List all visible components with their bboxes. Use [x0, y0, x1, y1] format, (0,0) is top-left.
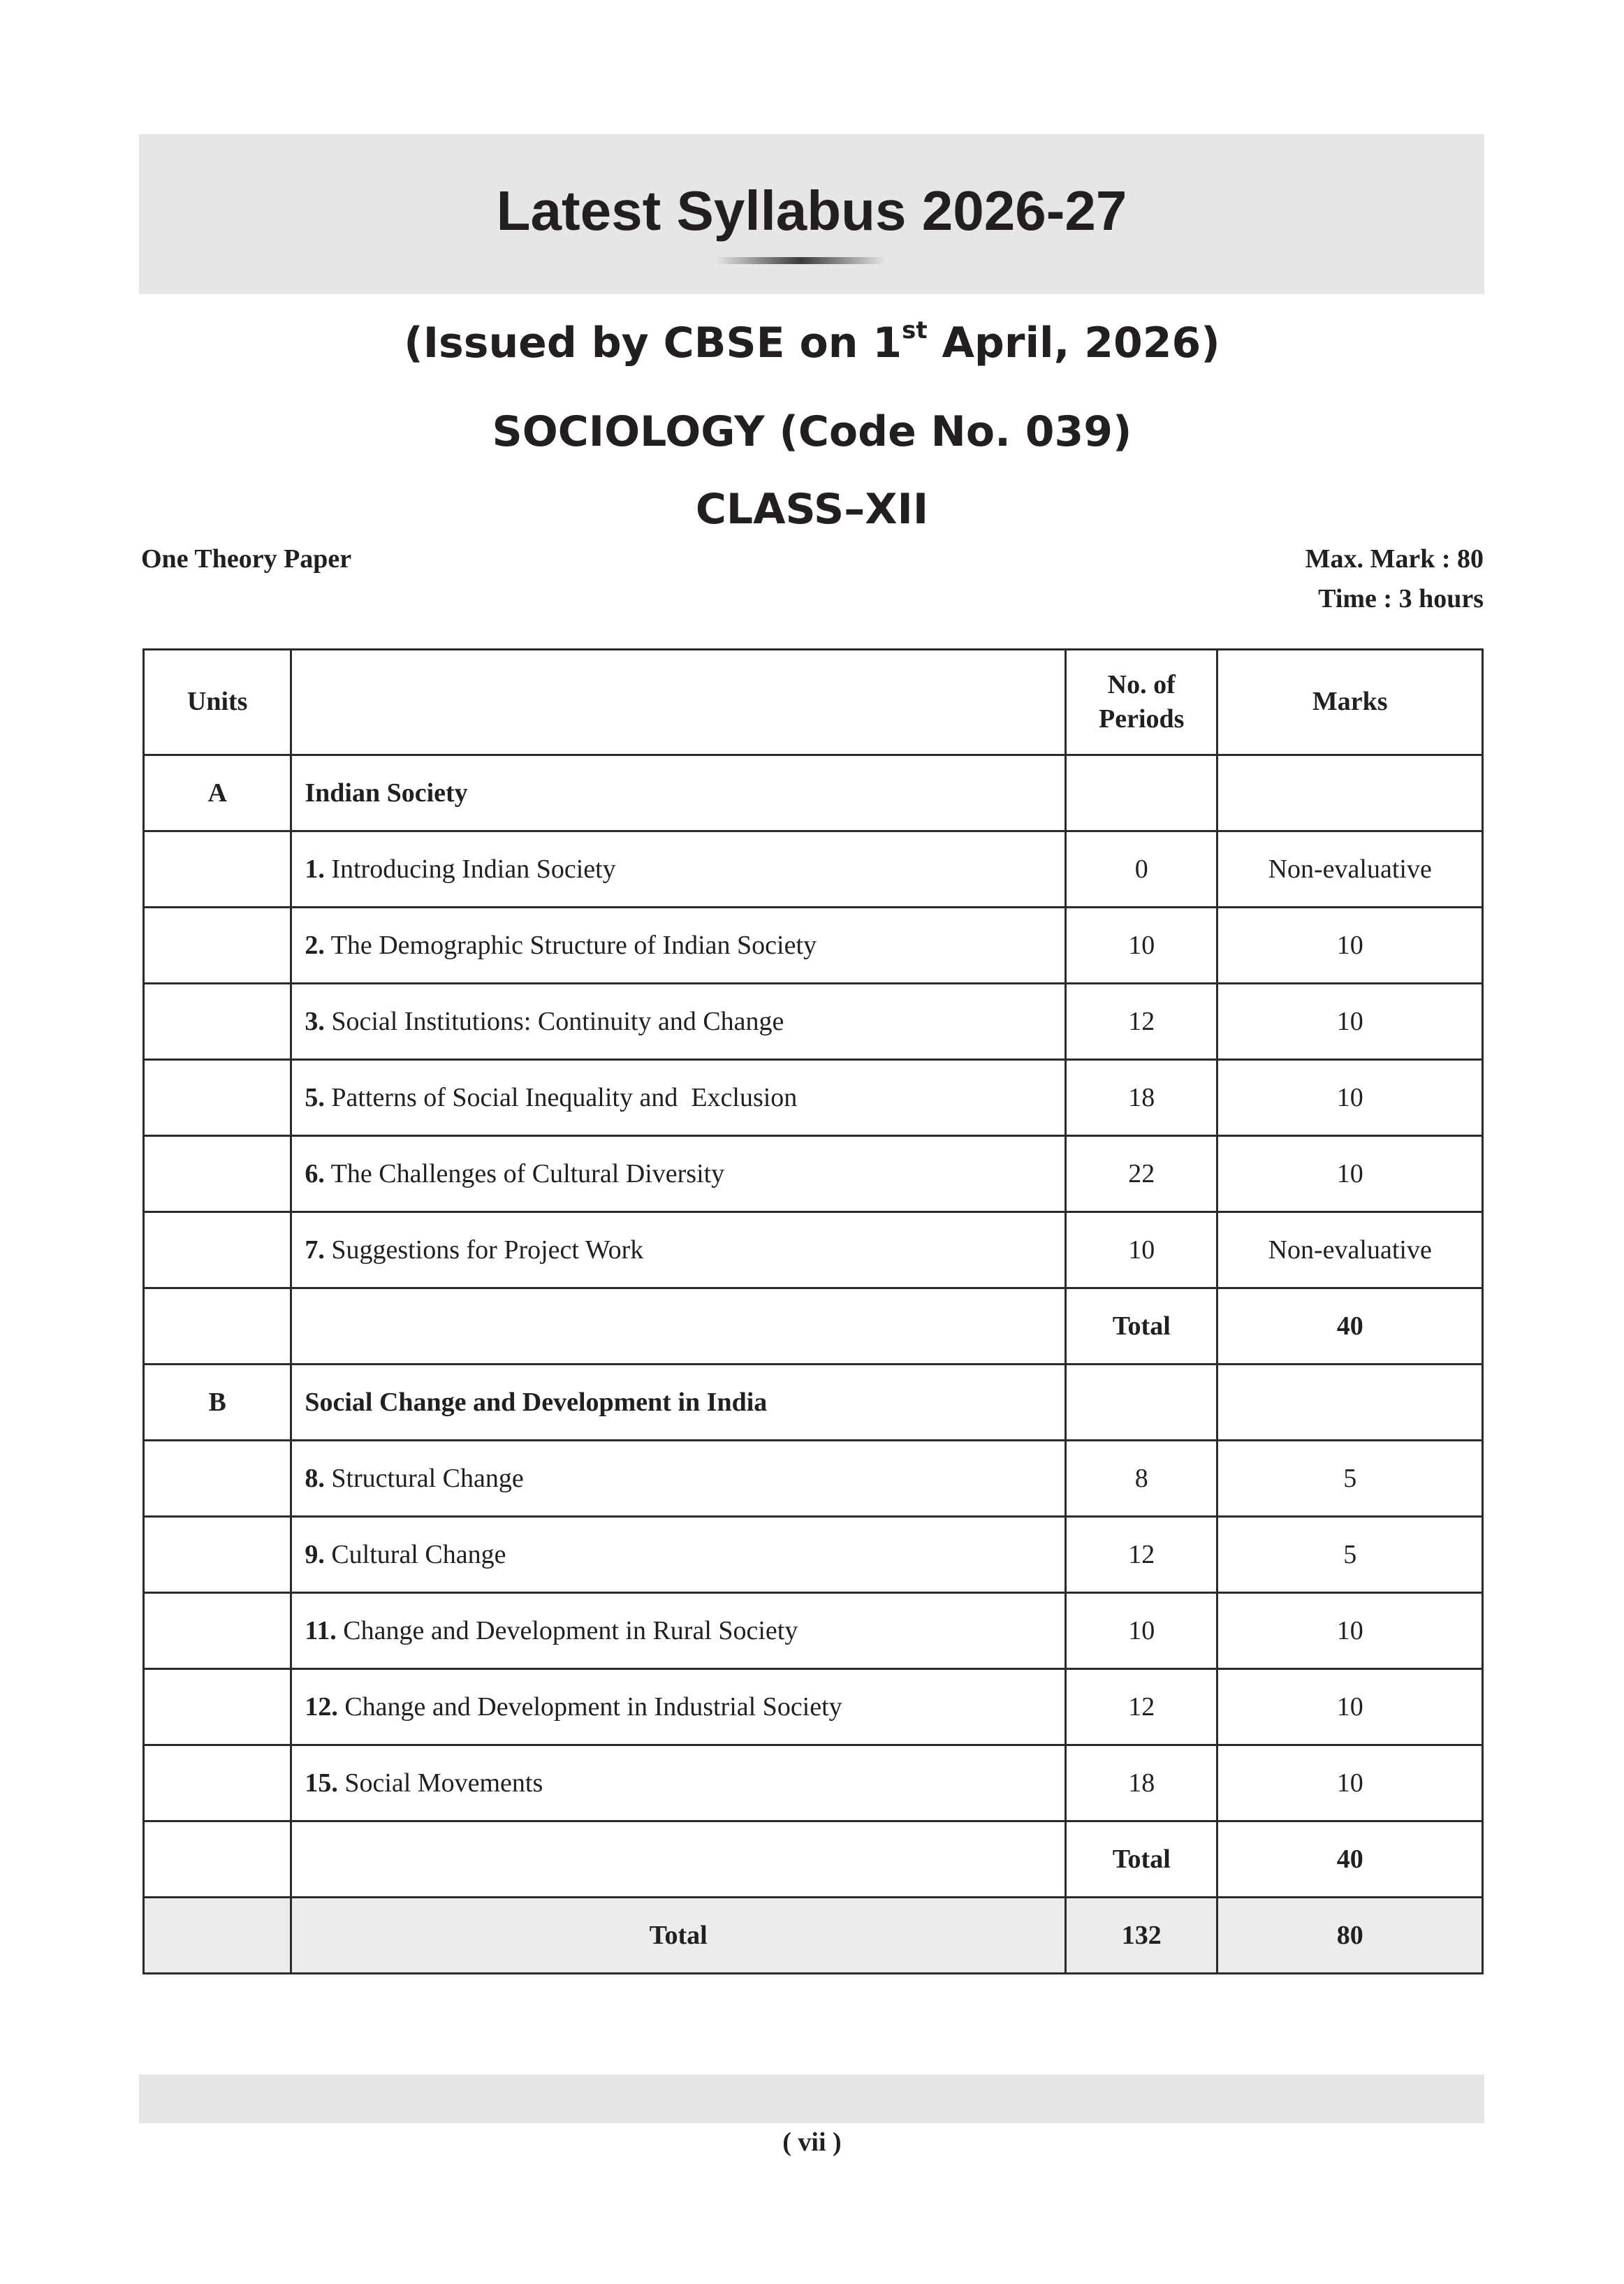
footer-band: [139, 2074, 1484, 2123]
periods-value: 0: [1066, 831, 1217, 908]
periods-value: 18: [1066, 1745, 1217, 1821]
marks-value: 10: [1217, 1593, 1483, 1669]
marks-value: 10: [1217, 984, 1483, 1060]
periods-value: 10: [1066, 1593, 1217, 1669]
periods-value: 8: [1066, 1441, 1217, 1517]
issued-line: [0, 317, 1624, 368]
table-row: [144, 1060, 1483, 1136]
periods-value: 18: [1066, 1060, 1217, 1136]
chapter-title: 11. Change and Development in Rural Society: [291, 1593, 1066, 1669]
header-units: Units: [144, 650, 291, 755]
chapter-title: 1. Introducing Indian Society: [291, 831, 1066, 908]
marks-value: Non-evaluative: [1217, 831, 1483, 908]
table-row: [144, 1745, 1483, 1821]
chapter-title: 2. The Demographic Structure of Indian Society: [291, 908, 1066, 984]
issued-prefix: (Issued by CBSE on 1: [404, 319, 902, 368]
section-a-unit: A: [144, 755, 291, 831]
issued-superscript: st: [902, 317, 928, 344]
section-a-total-marks: 40: [1217, 1288, 1483, 1365]
title-banner: [139, 134, 1484, 294]
marks-value: 10: [1217, 1669, 1483, 1745]
table-row: [144, 1669, 1483, 1745]
table-row: [144, 1212, 1483, 1288]
syllabus-table: [142, 648, 1484, 1974]
periods-value: 12: [1066, 1517, 1217, 1593]
marks-value: 10: [1217, 1136, 1483, 1212]
periods-value: 12: [1066, 1669, 1217, 1745]
marks-value: 10: [1217, 1060, 1483, 1136]
periods-value: 22: [1066, 1136, 1217, 1212]
chapter-title: 12. Change and Development in Industrial Society: [291, 1669, 1066, 1745]
periods-value: 10: [1066, 1212, 1217, 1288]
table-row: [144, 1136, 1483, 1212]
periods-value: 12: [1066, 984, 1217, 1060]
time-allowed: Time : 3 hours: [1318, 584, 1484, 613]
page-title: Latest Syllabus 2026-27: [496, 180, 1127, 242]
grand-total-periods: 132: [1066, 1898, 1217, 1974]
page-number: ( vii ): [782, 2127, 842, 2157]
marks-value: Non-evaluative: [1217, 1212, 1483, 1288]
table-header-row: [144, 650, 1483, 755]
max-mark: Max. Mark : 80: [1305, 544, 1484, 574]
marks-value: 5: [1217, 1441, 1483, 1517]
chapter-title: 15. Social Movements: [291, 1745, 1066, 1821]
grand-total-row: [144, 1898, 1483, 1974]
table-row: [144, 1593, 1483, 1669]
issued-suffix: April, 2026): [927, 319, 1220, 368]
chapter-title: 5. Patterns of Social Inequality and Exclusion: [291, 1060, 1066, 1136]
periods-value: 10: [1066, 908, 1217, 984]
marks-value: 5: [1217, 1517, 1483, 1593]
class-title: CLASS–XII: [695, 485, 929, 534]
section-a-title: Indian Society: [291, 755, 1066, 831]
table-row: [144, 831, 1483, 908]
section-b-unit: B: [144, 1365, 291, 1441]
subject-title: SOCIOLOGY (Code No. 039): [492, 407, 1132, 456]
chapter-title: 6. The Challenges of Cultural Diversity: [291, 1136, 1066, 1212]
title-underline: [715, 257, 886, 264]
chapter-title: 8. Structural Change: [291, 1441, 1066, 1517]
paper-info: One Theory Paper: [141, 544, 352, 574]
section-a-total-label: Total: [1066, 1288, 1217, 1365]
grand-total-label: Total: [291, 1898, 1066, 1974]
header-marks: Marks: [1217, 650, 1483, 755]
section-b-total-row: [144, 1821, 1483, 1898]
header-periods: No. of Periods: [1066, 650, 1217, 755]
grand-total-marks: 80: [1217, 1898, 1483, 1974]
section-a-total-row: [144, 1288, 1483, 1365]
section-b-heading-row: [144, 1365, 1483, 1441]
table-row: [144, 1517, 1483, 1593]
table-row: [144, 1441, 1483, 1517]
marks-value: 10: [1217, 1745, 1483, 1821]
section-b-title: Social Change and Development in India: [291, 1365, 1066, 1441]
table-row: [144, 984, 1483, 1060]
section-a-heading-row: [144, 755, 1483, 831]
marks-value: 10: [1217, 908, 1483, 984]
section-b-total-label: Total: [1066, 1821, 1217, 1898]
chapter-title: 7. Suggestions for Project Work: [291, 1212, 1066, 1288]
chapter-title: 3. Social Institutions: Continuity and Change: [291, 984, 1066, 1060]
table-row: [144, 908, 1483, 984]
section-b-total-marks: 40: [1217, 1821, 1483, 1898]
chapter-title: 9. Cultural Change: [291, 1517, 1066, 1593]
header-title: [291, 650, 1066, 755]
